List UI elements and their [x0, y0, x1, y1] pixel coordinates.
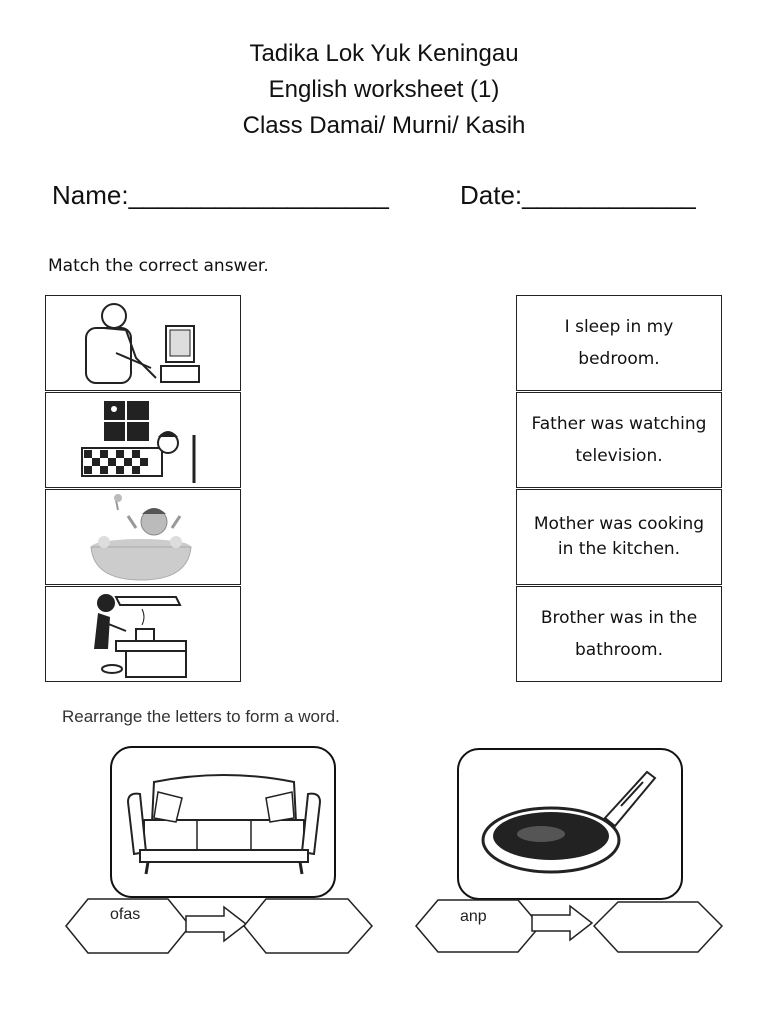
picture-cell-cook[interactable]	[45, 586, 241, 682]
answer-cell-3[interactable]	[516, 489, 722, 585]
woman-cooking-icon	[76, 589, 206, 681]
sofa-picture-frame	[110, 746, 336, 898]
match-instruction: Match the correct answer.	[48, 256, 269, 276]
answer-text-3: Mother was cooking in the kitchen.	[533, 513, 705, 559]
worksheet-title: English worksheet (1)	[268, 76, 500, 103]
rearrange-instruction: Rearrange the letters to form a word.	[62, 707, 340, 726]
pan-picture-frame	[457, 748, 683, 900]
arrow-icon	[532, 906, 592, 940]
answer-text-2: Father was watching television.	[531, 413, 707, 466]
answer-field-1[interactable]	[246, 899, 370, 953]
picture-cell-tv[interactable]	[45, 295, 241, 391]
answer-cell-1[interactable]	[516, 295, 722, 391]
class-line: Class Damai/ Murni/ Kasih	[242, 112, 526, 139]
child-sleeping-icon	[76, 395, 206, 487]
answer-text-4: Brother was in the bathroom.	[540, 607, 698, 660]
answer-field-2[interactable]	[596, 902, 720, 952]
scrambled-word-1: ofas	[110, 906, 141, 923]
arrow-icon	[186, 907, 246, 941]
school-title: Tadika Lok Yuk Keningau	[249, 40, 519, 67]
man-watching-tv-icon	[76, 298, 206, 390]
sofa-icon	[124, 762, 324, 882]
answer-text-1: I sleep in my bedroom.	[564, 316, 674, 369]
child-bathing-icon	[76, 492, 206, 584]
answer-cell-4[interactable]	[516, 586, 722, 682]
scrambled-word-2: anp	[460, 908, 487, 925]
frying-pan-icon	[471, 762, 671, 882]
date-field[interactable]: Date:____________	[460, 180, 696, 210]
name-field[interactable]: Name:__________________	[52, 180, 389, 210]
answer-cell-2[interactable]	[516, 392, 722, 488]
picture-cell-bath[interactable]	[45, 489, 241, 585]
picture-cell-sleep[interactable]	[45, 392, 241, 488]
